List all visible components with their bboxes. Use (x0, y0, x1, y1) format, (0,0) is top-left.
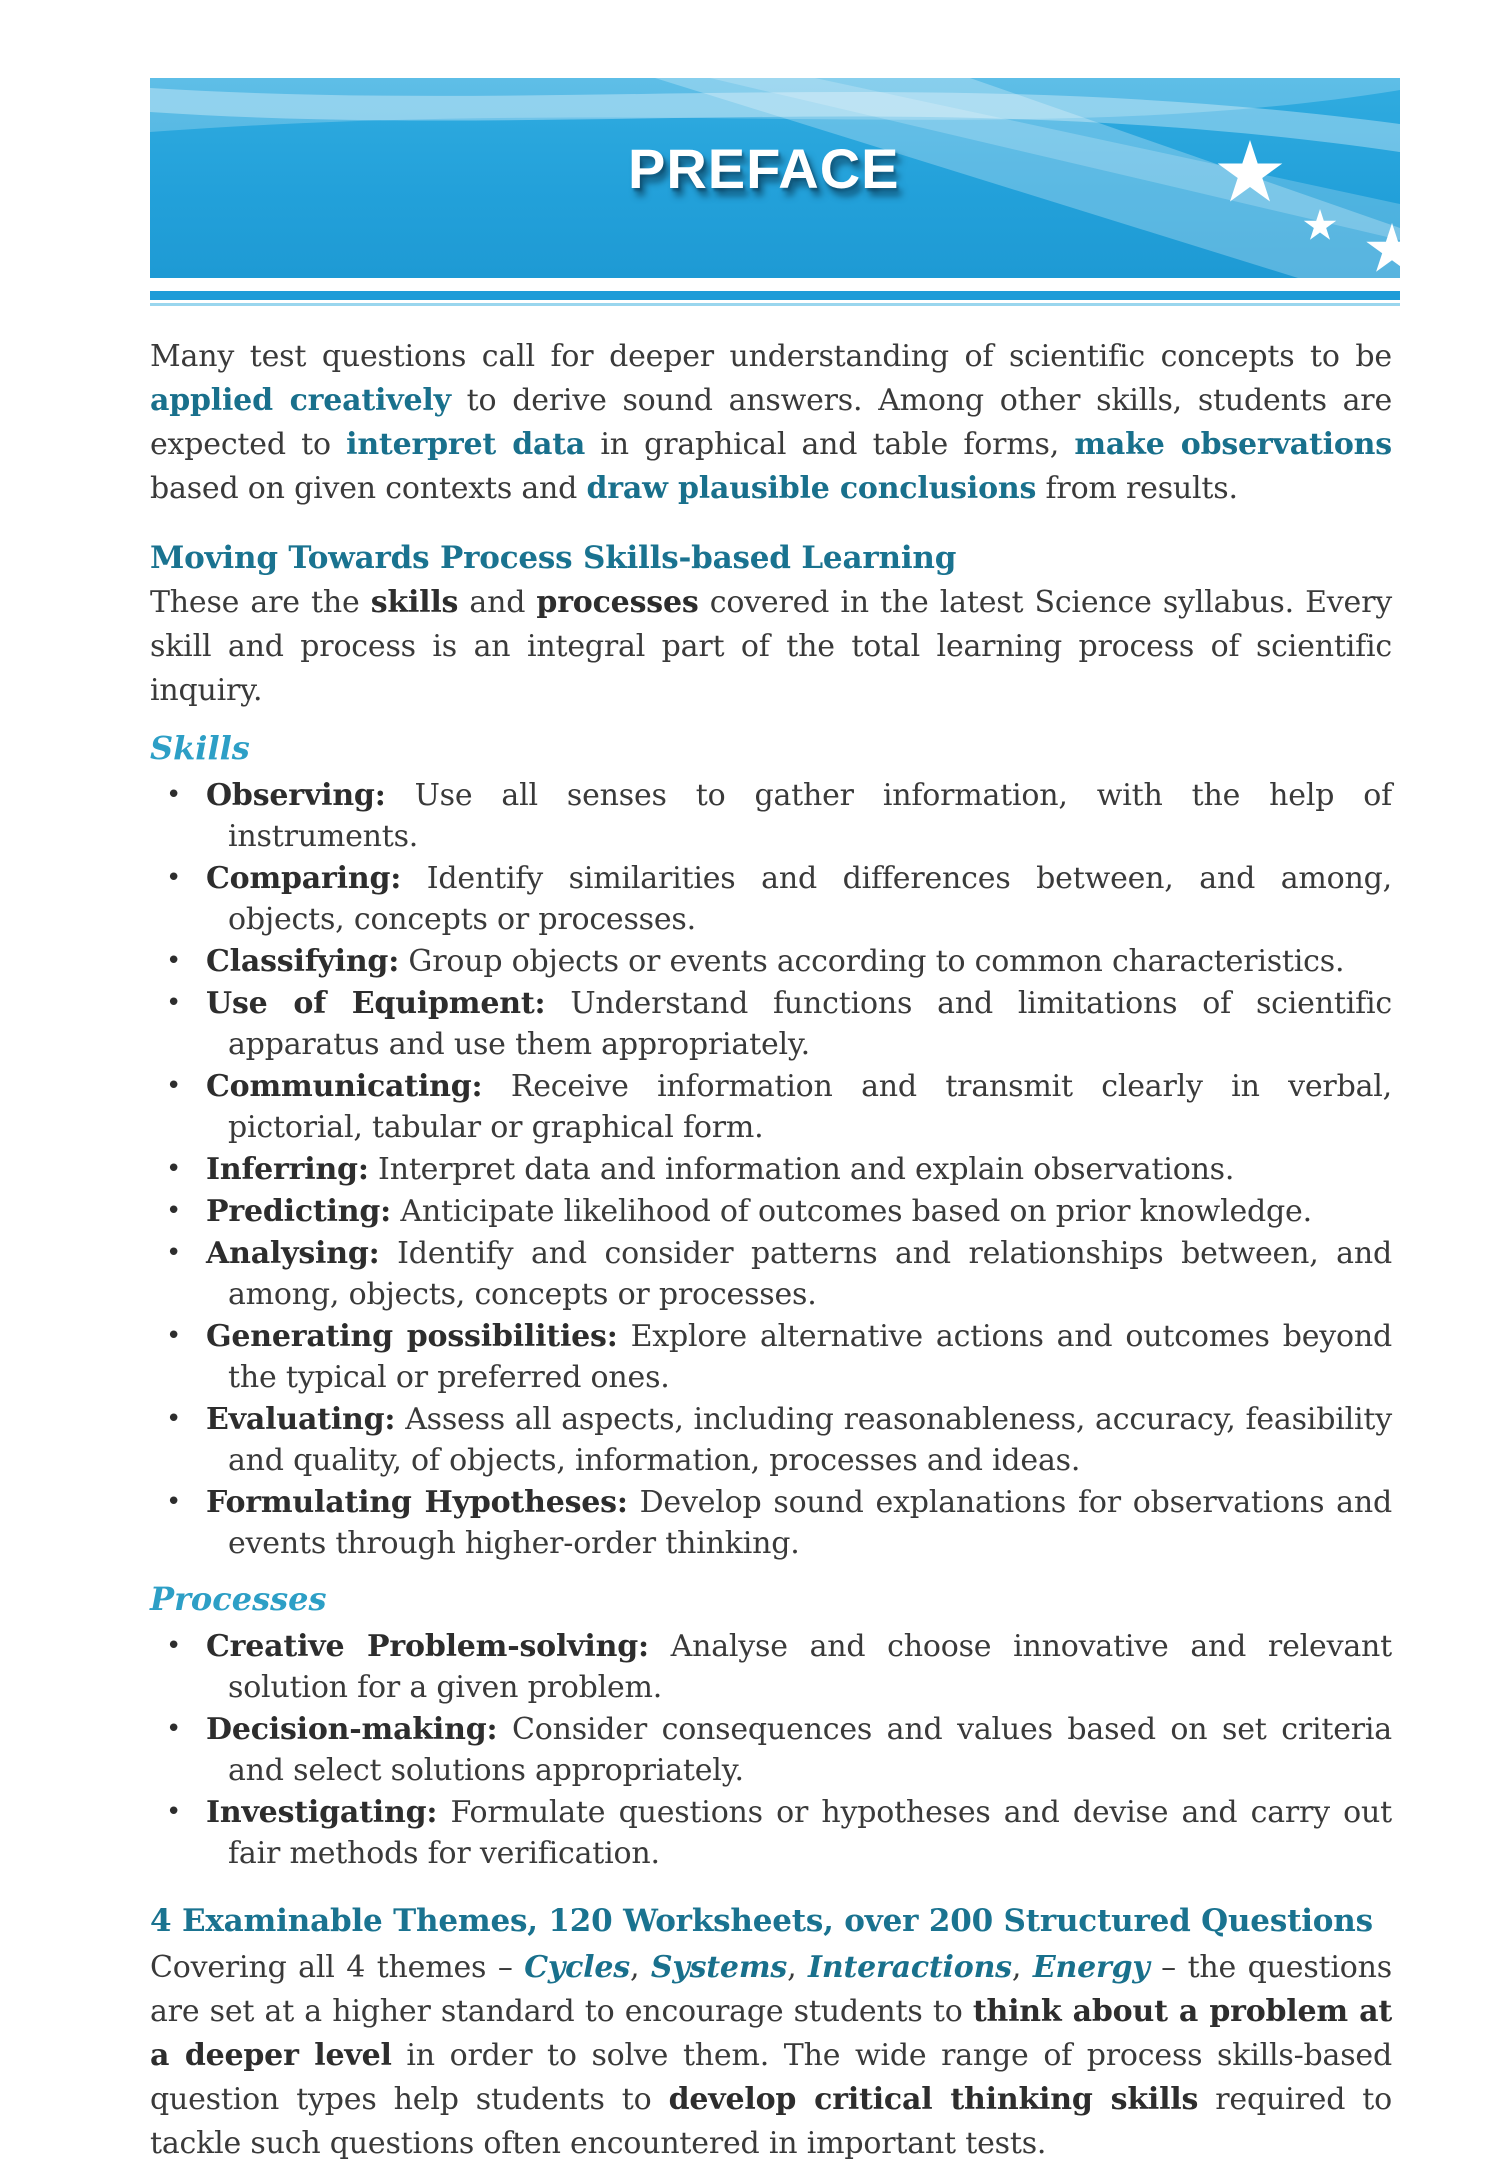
list-item-term: Creative Problem-solving: (206, 1629, 649, 1664)
text-segment: in order to solve them. The wide range of process skills-based question types help students to (150, 2038, 1392, 2117)
list-item-term: Evaluating: (206, 1402, 396, 1437)
list-item (150, 1709, 1392, 1791)
list-item-term: Generating possibilities: (206, 1319, 618, 1354)
text-segment: from results. (1036, 471, 1238, 506)
text-segment: Covering all 4 themes – (150, 1950, 525, 1985)
bullet-icon: • (166, 946, 182, 976)
list-item-term: Analysing: (206, 1236, 380, 1271)
bullet-icon: • (166, 1321, 182, 1351)
text-segment: , (1011, 1950, 1033, 1985)
bullet-icon: • (166, 1404, 182, 1434)
list-item-term: Predicting: (206, 1194, 392, 1229)
list-item (150, 775, 1392, 857)
bullet-icon: • (166, 1196, 182, 1226)
text-segment: Interactions (808, 1950, 1012, 1985)
list-item-description: Identify similarities and differences between, and among, objects, concepts or processes. (228, 861, 1392, 937)
closing-paragraph (150, 1946, 1392, 2166)
list-item-term: Investigating: (206, 1795, 438, 1830)
bullet-icon: • (166, 780, 182, 810)
intro-paragraph (150, 335, 1392, 511)
list-item (150, 941, 1392, 982)
list-item-description: Consider consequences and values based on set criteria and select solutions appropriately. (228, 1712, 1392, 1788)
skills-list (150, 775, 1392, 1564)
bullet-icon: • (166, 1797, 182, 1827)
list-item-description: Develop sound explanations for observations and events through higher-order thinking. (228, 1485, 1392, 1561)
list-item-term: Communicating: (206, 1069, 483, 1104)
text-segment: develop critical thinking skills (668, 2082, 1199, 2117)
list-item-description: Group objects or events according to common characteristics. (399, 944, 1345, 979)
text-segment: think about a problem at a deeper level (150, 1994, 1392, 2073)
text-segment: These are the (150, 585, 371, 620)
bullet-icon: • (166, 1071, 182, 1101)
banner-divider (150, 291, 1400, 306)
processes-heading: Processes (150, 1580, 327, 1618)
skills-heading: Skills (150, 729, 250, 767)
text-segment: – the questions are set at a higher standard to encourage students to (150, 1950, 1392, 2029)
list-item-description: Use all senses to gather information, with the help of instruments. (228, 778, 1392, 854)
list-item-description: Explore alternative actions and outcomes beyond the typical or preferred ones. (228, 1319, 1392, 1395)
text-segment: and (458, 585, 537, 620)
text-segment: make observations (1074, 427, 1392, 462)
list-item-description: Analyse and choose innovative and relevant solution for a given problem. (228, 1629, 1392, 1705)
list-item-description: Identify and consider patterns and relationships between, and among, objects, concepts or processes. (228, 1236, 1392, 1312)
bullet-icon: • (166, 988, 182, 1018)
text-segment: covered in the latest Science syllabus. Every skill and process is an integral part of the total learning process of scientific inquiry. (150, 585, 1392, 708)
list-item-term: Classifying: (206, 944, 400, 979)
list-item-term: Comparing: (206, 861, 402, 896)
text-segment: required to tackle such questions often encountered in important tests. (150, 2082, 1393, 2161)
bullet-icon: • (166, 1238, 182, 1268)
list-item-term: Decision-making: (206, 1712, 498, 1747)
list-item-description: Assess all aspects, including reasonableness, accuracy, feasibility and quality, of objects, information, processes and ideas. (228, 1402, 1392, 1478)
text-segment: Many test questions call for deeper understanding of scientific concepts to be (150, 339, 1392, 374)
list-item-term: Inferring: (206, 1152, 369, 1187)
list-item (150, 1792, 1392, 1874)
divider-thin-rule (150, 303, 1400, 306)
bullet-icon: • (166, 1631, 182, 1661)
preface-content (150, 335, 1392, 2166)
list-item (150, 858, 1392, 940)
list-item-description: Receive information and transmit clearly in verbal, pictorial, tabular or graphical form. (228, 1069, 1392, 1145)
text-segment: draw plausible conclusions (586, 471, 1037, 506)
text-segment: Cycles (524, 1950, 630, 1985)
list-item (150, 1066, 1392, 1148)
list-item-term: Use of Equipment: (206, 986, 546, 1021)
text-segment: Energy (1032, 1950, 1150, 1985)
text-segment: in graphical and table forms, (585, 427, 1075, 462)
list-item-term: Observing: (206, 778, 386, 813)
list-item (150, 1191, 1392, 1232)
text-segment: Systems (650, 1950, 788, 1985)
list-item (150, 1626, 1392, 1708)
page-title: PREFACE (628, 137, 900, 200)
text-segment: applied creatively (150, 383, 451, 418)
list-item-description: Formulate questions or hypotheses and devise and carry out fair methods for verification. (228, 1795, 1392, 1871)
list-item-description: Understand functions and limitations of scientific apparatus and use them appropriately. (228, 986, 1392, 1062)
section-heading-examinable-themes: 4 Examinable Themes, 120 Worksheets, over 200 Structured Questions (150, 1903, 1373, 1939)
bullet-icon: • (166, 1714, 182, 1744)
list-item-description: Interpret data and information and explain observations. (368, 1152, 1235, 1187)
list-item (150, 1233, 1392, 1315)
list-item (150, 1399, 1392, 1481)
list-item-term: Formulating Hypotheses: (206, 1485, 628, 1520)
bullet-icon: • (166, 1487, 182, 1517)
list-item (150, 983, 1392, 1065)
list-item (150, 1316, 1392, 1398)
bullet-icon: • (166, 863, 182, 893)
syllabus-paragraph (150, 581, 1392, 713)
text-segment: skills (370, 585, 459, 620)
list-item (150, 1149, 1392, 1190)
preface-banner (150, 78, 1400, 278)
section-heading-moving-towards: Moving Towards Process Skills-based Learning (150, 540, 957, 576)
processes-list (150, 1626, 1392, 1874)
text-segment: to derive sound answers. Among other skills, students are expected to (150, 383, 1392, 462)
text-segment: processes (536, 585, 699, 620)
text-segment: , (787, 1950, 808, 1985)
text-segment: based on given contexts and (150, 471, 587, 506)
bullet-icon: • (166, 1154, 182, 1184)
list-item-description: Anticipate likelihood of outcomes based on prior knowledge. (391, 1194, 1312, 1229)
list-item (150, 1482, 1392, 1564)
text-segment: interpret data (346, 427, 586, 462)
divider-thick-rule (150, 291, 1400, 300)
text-segment: , (629, 1950, 651, 1985)
